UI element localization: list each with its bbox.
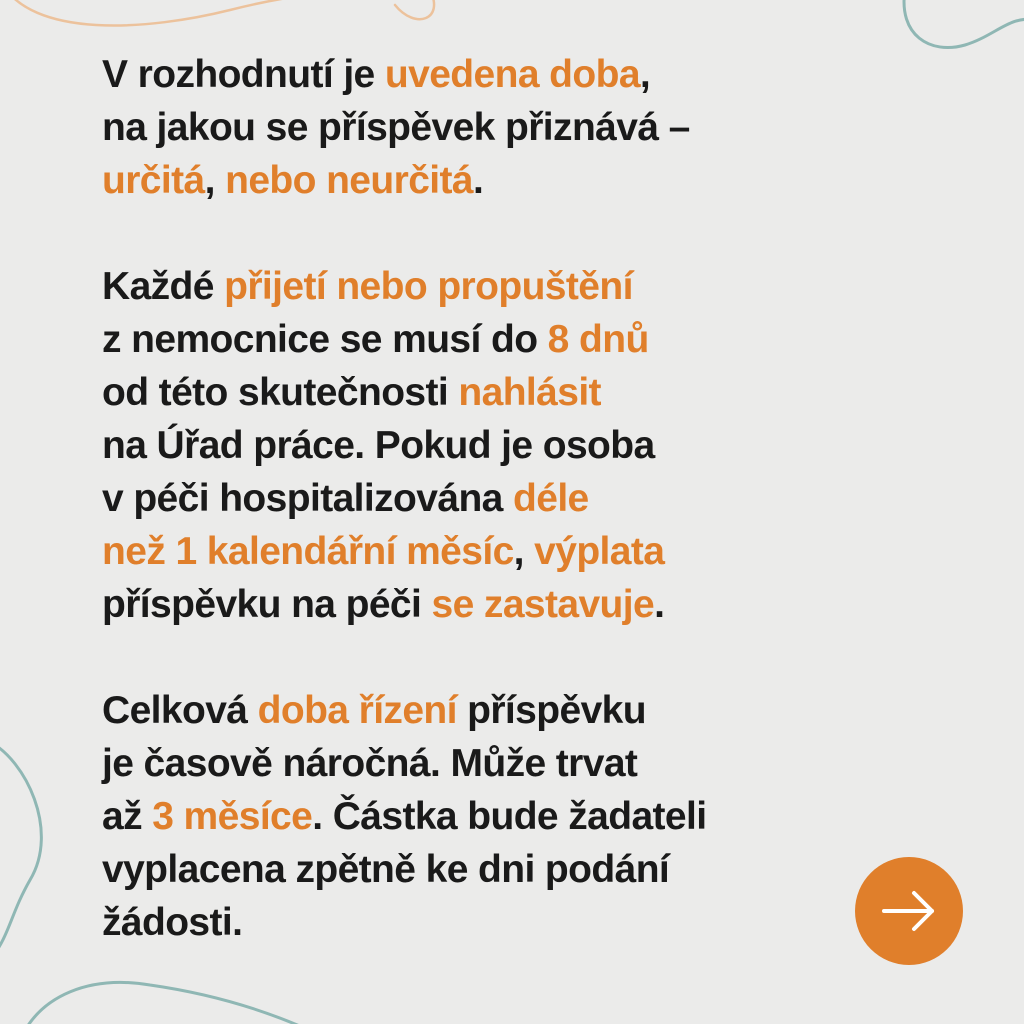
teal-curve-left [0,742,41,960]
body-text: na jakou se příspěvek přiznává – [102,106,690,149]
text-line [102,896,882,949]
body-text: příspěvku na péči [102,583,432,626]
body-text: . [473,159,484,202]
body-text: z nemocnice se musí do [102,318,548,361]
highlighted-text: se zastavuje [431,583,655,626]
peach-curve-top [0,0,434,25]
body-text: až [102,795,153,838]
body-text: od této skutečnosti [102,371,459,414]
highlighted-text: než 1 kalendářní měsíc [102,530,514,573]
text-line [102,154,882,207]
teal-curve-bottom [20,982,330,1024]
text-line [102,313,882,366]
info-text-block [102,48,882,949]
paragraph-2 [102,260,882,631]
text-line [102,366,882,419]
text-line [102,525,882,578]
text-line [102,101,882,154]
highlighted-text: výplata [534,530,665,573]
body-text: v péči hospitalizována [102,477,513,520]
highlighted-text: déle [513,477,589,520]
highlighted-text: určitá [102,159,205,202]
text-line [102,48,882,101]
body-text: Celková [102,689,258,732]
body-text: žádosti. [102,901,243,944]
text-line [102,737,882,790]
text-line [102,260,882,313]
body-text: V rozhodnutí je [102,53,385,96]
body-text: . Částka bude žadateli [312,795,707,838]
body-text: na Úřad práce. Pokud je osoba [102,424,655,467]
paragraph-3 [102,684,882,949]
body-text: , [639,53,651,96]
highlighted-text: uvedena doba [384,53,640,96]
text-line [102,790,882,843]
body-text: . [654,583,665,626]
highlighted-text: doba řízení [257,689,457,732]
next-slide-button[interactable] [855,857,963,965]
paragraph-1 [102,48,882,207]
highlighted-text: 8 dnů [547,318,649,361]
text-line [102,419,882,472]
body-text: je časově náročná. Může trvat [102,742,638,785]
highlighted-text: 3 měsíce [152,795,313,838]
body-text: , [204,159,226,202]
highlighted-text: přijetí nebo propuštění [224,265,633,308]
highlighted-text: nebo neurčitá [225,159,474,202]
body-text: , [513,530,535,573]
text-line [102,843,882,896]
body-text: příspěvku [456,689,646,732]
text-line [102,578,882,631]
teal-curve-top-right [904,0,1024,48]
text-line [102,684,882,737]
text-line [102,472,882,525]
arrow-right-icon [878,880,940,942]
body-text: Každé [102,265,225,308]
highlighted-text: nahlásit [458,371,601,414]
body-text: vyplacena zpětně ke dni podání [102,848,670,891]
